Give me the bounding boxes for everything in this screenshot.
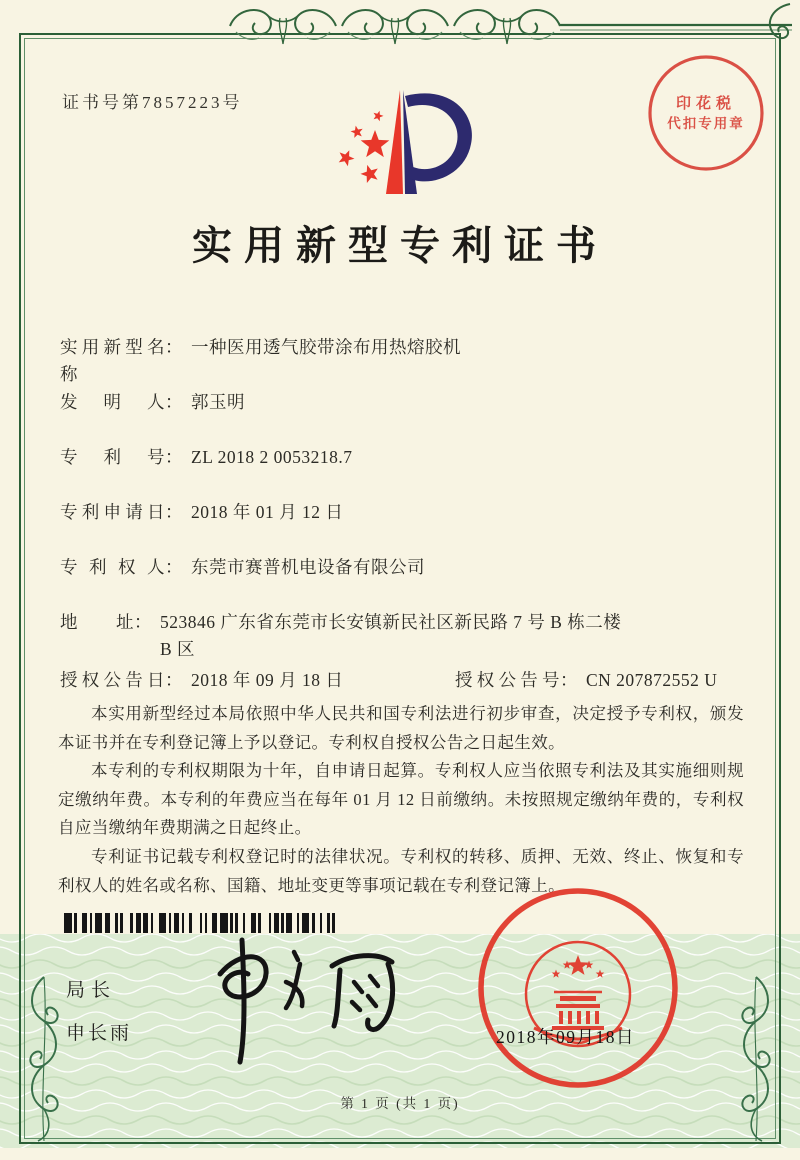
tax-stamp-icon: [640, 47, 772, 179]
field-label: 实用新型名称: [60, 337, 165, 384]
legal-paragraph-1: 本实用新型经过本局依照中华人民共和国专利法进行初步审查，决定授予专利权，颁发本证书并在专利登记簿上予以登记。专利权自授权公告之日起生效。: [58, 704, 744, 752]
field-value: 523846 广东省东莞市长安镇新民社区新民路 7 号 B 栋二楼 B 区: [160, 612, 622, 659]
field-label: 授权公告号: [455, 670, 560, 690]
legal-text: [58, 700, 744, 900]
signature-handwriting: [182, 930, 417, 1075]
field-colon: ：: [165, 557, 183, 577]
field-grant-number: [455, 667, 748, 694]
field-address: [60, 609, 748, 667]
field-label: 专利申请日: [60, 502, 165, 522]
field-value: 郭玉明: [191, 392, 245, 412]
fields-block: [60, 334, 748, 694]
field-value: 2018 年 01 月 12 日: [191, 502, 344, 522]
field-value: 2018 年 09 月 18 日: [191, 670, 344, 690]
certificate-title: 实用新型专利证书: [192, 223, 608, 268]
field-colon: ：: [165, 392, 183, 412]
field-colon: ：: [165, 337, 183, 357]
cnipa-logo-icon: [325, 82, 495, 204]
tax-stamp-line1: 印花税: [675, 96, 737, 112]
commissioner-name: 申长雨: [66, 1023, 133, 1044]
field-filing-date: [60, 499, 748, 554]
field-grant-row: [60, 667, 748, 694]
legal-paragraph-2: 本专利的专利权期限为十年，自申请日起算。专利权人应当依照专利法及其实施细则规定缴纳年费。本专利的年费应当在每年 01 月 12 日前缴纳。未按照规定缴纳年费的，专利权自应当缴纳年费期满之日起终止。: [58, 761, 744, 838]
tax-stamp-line2: 代扣专用章: [667, 116, 745, 131]
field-value: ZL 2018 2 0053218.7: [191, 447, 353, 467]
field-utility-model-name: [60, 334, 748, 389]
field-colon: ：: [165, 447, 183, 467]
field-label: 专利权人: [60, 557, 165, 577]
seal-date: 2018年09月18日: [496, 1027, 635, 1047]
field-value: 东莞市赛普机电设备有限公司: [191, 557, 425, 577]
field-value: CN 207872552 U: [586, 670, 718, 690]
cnipa-seal-icon: [472, 882, 684, 1094]
commissioner-title: 局长: [66, 980, 117, 1001]
field-label: 地址: [60, 612, 134, 632]
certificate-number: 证书号第7857223号: [62, 93, 243, 112]
field-colon: ：: [134, 612, 152, 632]
field-value: 一种医用透气胶带涂布用热熔胶机: [191, 337, 461, 357]
top-ornament-border: [0, 0, 800, 48]
field-grant-date: [60, 667, 455, 694]
field-colon: ：: [165, 502, 183, 522]
field-colon: ：: [560, 670, 578, 690]
field-colon: ：: [165, 670, 183, 690]
field-label: 发明人: [60, 392, 165, 412]
legal-paragraph-3: 专利证书记载专利权登记时的法律状况。专利权的转移、质押、无效、终止、恢复和专利权人的姓名或名称、国籍、地址变更等事项记载在专利登记簿上。: [58, 846, 744, 895]
field-label: 授权公告日: [60, 670, 165, 690]
field-inventor: [60, 389, 748, 444]
page-number: 第 1 页 (共 1 页): [340, 1096, 460, 1111]
field-label: 专利号: [60, 447, 165, 467]
field-patentee: [60, 554, 748, 609]
field-patent-number: [60, 444, 748, 499]
